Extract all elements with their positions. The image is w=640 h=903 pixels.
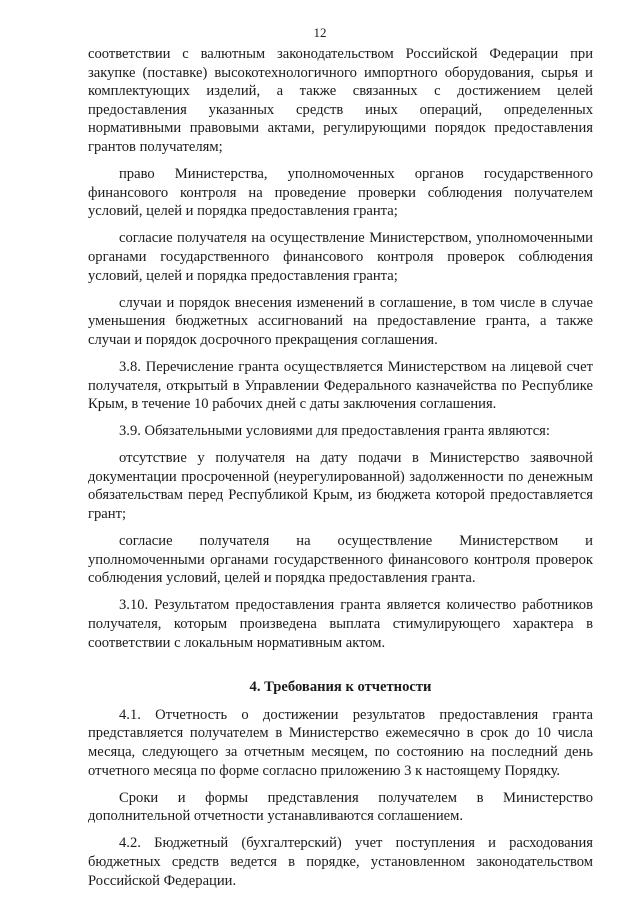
paragraph-consent-ministry: согласие получателя на осуществление Министерством и уполномоченными органами государственного финансового контроля проверок соблюдения условий, целей и порядка предоставления гранта.	[88, 533, 593, 587]
paragraph-continuation: соответствии с валютным законодательством Российской Федерации при закупке (поставке) высокотехнологичного импортного оборудования, сырья и комплектующих изделий, а также связанных с достижением целей предоставления указанных средств иных операций, определенных нормативными правовыми актами, регулирующими порядок предоставления грантов получателям;	[88, 46, 593, 155]
paragraph-ministry-right: право Министерства, уполномоченных органов государственного финансового контроля на проведение проверки соблюдения получателем условий, целей и порядка предоставления гранта;	[88, 166, 593, 220]
paragraph-3-9: 3.9. Обязательными условиями для предоставления гранта являются:	[119, 423, 550, 440]
paragraph-4-2: 4.2. Бюджетный (бухгалтерский) учет поступления и расходования бюджетных средств ведется в порядке, установленном законодательством Российской Федерации.	[88, 835, 593, 889]
paragraph-no-debt: отсутствие у получателя на дату подачи в Министерство заявочной документации просроченной (неурегулированной) задолженности по денежным обязательствам перед Республикой Крым, из бюджета которой предоставляется грант;	[88, 450, 593, 523]
document-body	[88, 45, 593, 890]
paragraph-3-10: 3.10. Результатом предоставления гранта является количество работников получателя, которым произведена выплата стимулирующего характера в соответствии с локальным нормативным актом.	[88, 597, 593, 651]
paragraph-additional-reporting: Сроки и формы представления получателем в Министерство дополнительной отчетности устанавливаются соглашением.	[88, 789, 593, 825]
paragraph-amendments: случаи и порядок внесения изменений в соглашение, в том числе в случае уменьшения бюджетных ассигнований на предоставление гранта, а также случаи и порядок досрочного прекращения соглашения.	[88, 294, 593, 348]
page-number: 12	[313, 25, 327, 40]
paragraph-consent-checks: согласие получателя на осуществление Министерством, уполномоченными органами государственного финансового контроля проверок соблюдения условий, целей и порядка предоставления гранта;	[88, 230, 593, 284]
paragraph-3-8: 3.8. Перечисление гранта осуществляется Министерством на лицевой счет получателя, открытый в Управлении Федерального казначейства по Республике Крым, в течение 10 рабочих дней с даты заключения соглашения.	[88, 358, 593, 413]
section-heading: 4. Требования к отчетности	[249, 679, 432, 696]
paragraph-4-1: 4.1. Отчетность о достижении результатов предоставления гранта представляется получателем в Министерство ежемесячно в срок до 10 числа месяца, следующего за отчетным месяцем, по состоянию на последний день отчетного месяца по форме согласно приложению 3 к настоящему Порядку.	[88, 706, 593, 779]
